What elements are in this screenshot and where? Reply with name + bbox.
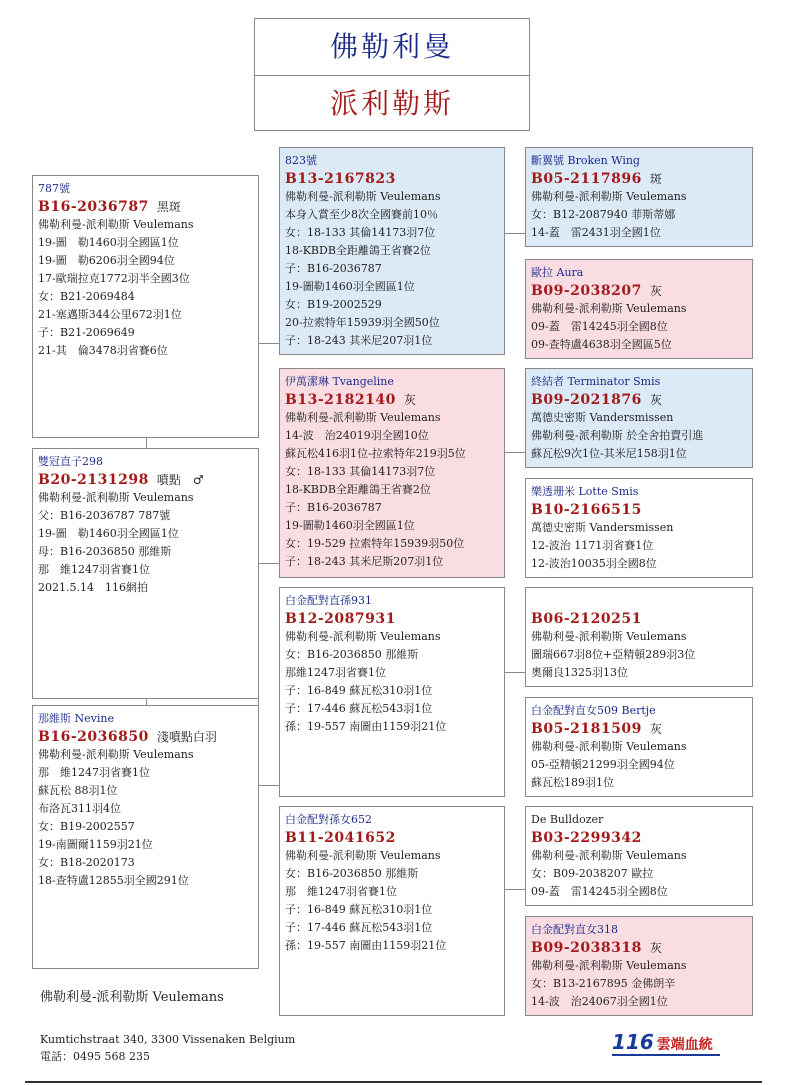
ring-number: B06-2120251 <box>531 611 642 627</box>
pedigree-notes: 佛勒利曼-派利勒斯 Veulemans 本身入賞至少8次全國賽前10％ 女：18-133 其倫14173羽7位 18-KBDB全距離鴿王省賽2位 子：B16-2036787 19-圖勒1460羽全國區1位 女：B19-2002529 20-拉索特年15939羽全國50位 子：18-243 其米尼207羽1位 <box>285 190 441 347</box>
ring-number: B11-2041652 <box>285 830 396 846</box>
ring-number: B03-2299342 <box>531 830 642 846</box>
pigeon-name: 雙冠直子298 <box>38 455 103 468</box>
pigeon-card-bertje <box>525 697 753 797</box>
title-line-2: 派利勒斯 <box>329 87 454 120</box>
pigeon-card-bulldozer <box>525 806 753 906</box>
pedigree-title <box>254 18 530 131</box>
ring-number: B05-2117896 斑 <box>531 171 662 187</box>
pigeon-name: 白金配對直女509 Bertje <box>531 704 656 717</box>
pedigree-notes: 佛勒利曼-派利勒斯 Veulemans 19-圖 勒1460羽全國區1位 19-圖 勒6206羽全國94位 17-歐瑞拉克1772羽半全國3位 女：B21-2069484 21-塞邁斯344公里672羽1位 子：B21-2069649 21-其 倫3478羽省賽6位 <box>38 218 194 357</box>
contact-info <box>40 1031 295 1065</box>
pedigree-notes: 佛勒利曼-派利勒斯 Veulemans 那 維1247羽省賽1位 蘇瓦松 88羽1位 布洛瓦311羽4位 女：B19-2002557 19-南圖爾1159羽21位 女：B18-2020173 18-查特盧12855羽全國291位 <box>38 748 194 887</box>
pedigree-notes: 佛勒利曼-派利勒斯 Veulemans 女：B16-2036850 那維斯 那維1247羽省賽1位 子：16-849 蘇瓦松310羽1位 子：17-446 蘇瓦松543羽1位 孫：19-557 南圖由1159羽21位 <box>285 630 447 733</box>
pigeon-name: 伊萬潔琳 Tvangeline <box>285 375 394 388</box>
address: Kumtichstraat 340, 3300 Vissenaken Belgium <box>40 1033 296 1046</box>
pigeon-name: 823號 <box>285 154 317 167</box>
pedigree-notes: 萬德史密斯 Vandersmissen 佛勒利曼-派利勒斯 於全舍拍賣引進 蘇瓦松9次1位-其米尼158羽1位 <box>531 411 704 460</box>
connector <box>504 452 526 453</box>
pigeon-card-terminator <box>525 368 753 468</box>
pedigree-notes: 佛勒利曼-派利勒斯 Veulemans 父：B16-2036787 787號 19-圖 勒1460羽全國區1位 母：B16-2036850 那維斯 那 維1247羽省賽1位 2021.5.14 116網拍 <box>38 491 194 594</box>
logo-text: 雲端血統 <box>656 1037 713 1053</box>
site-logo <box>612 1030 722 1058</box>
phone: 電話：0495 568 235 <box>40 1050 150 1063</box>
pigeon-card-652 <box>279 806 505 1016</box>
logo-underline <box>612 1054 720 1056</box>
pigeon-name: 歐拉 Aura <box>531 266 584 279</box>
pedigree-notes: 佛勒利曼-派利勒斯 Veulemans 09-蓋 雷14245羽全國8位 09-查特盧4638羽全國區5位 <box>531 302 687 351</box>
pigeon-card-broken-wing <box>525 147 753 247</box>
pedigree-notes: 佛勒利曼-派利勒斯 Veulemans 圖瑞667羽8位+亞精頓289羽3位 奧爾良1325羽13位 <box>531 630 696 679</box>
pigeon-card-subject <box>32 448 259 699</box>
pigeon-card-lotte <box>525 478 753 578</box>
connector <box>258 563 280 564</box>
owner-name: 佛勒利曼-派利勒斯 Veulemans <box>40 990 224 1005</box>
pigeon-name: De Bulldozer <box>531 813 604 826</box>
pigeon-name: 終結者 Terminator Smis <box>531 375 661 388</box>
connector <box>504 233 526 234</box>
pigeon-card-251 <box>525 587 753 687</box>
pigeon-name: 斷翼號 Broken Wing <box>531 154 640 167</box>
pigeon-card-787 <box>32 175 259 438</box>
pedigree-notes: 佛勒利曼-派利勒斯 Veulemans 女：B12-2087940 菲斯蒂娜 14-蓋 雷2431羽全國1位 <box>531 190 687 239</box>
connector <box>258 343 280 344</box>
pedigree-notes: 佛勒利曼-派利勒斯 Veulemans 女：B16-2036850 那維斯 那 維1247羽省賽1位 子：16-849 蘇瓦松310羽1位 子：17-446 蘇瓦松543羽1位 孫：19-557 南圖由1159羽21位 <box>285 849 447 952</box>
pedigree-notes: 佛勒利曼-派利勒斯 Veulemans 14-波 治24019羽全國10位 蘇瓦松416羽1位-拉索特年219羽5位 女：18-133 其倫14173羽7位 18-KBDB全距離鴿王省賽2位 子：B16-2036787 19-圖勒1460羽全國區1位 女：19-529 拉索特年15939羽50位 子：18-243 其米尼斯207羽1位 <box>285 411 466 568</box>
pigeon-name: 白金配對直女318 <box>531 923 618 936</box>
ring-number: B10-2166515 <box>531 502 642 518</box>
pedigree-notes: 佛勒利曼-派利勒斯 Veulemans 05-亞精頓21299羽全國94位 蘇瓦松189羽1位 <box>531 740 687 789</box>
ring-number: B13-2182140 灰 <box>285 392 416 408</box>
pigeon-name: 787號 <box>38 182 70 195</box>
pigeon-card-aura <box>525 259 753 359</box>
pedigree-notes: 佛勒利曼-派利勒斯 Veulemans 女：B13-2167895 金佛朗辛 14-波 治24067羽全國1位 <box>531 959 687 1008</box>
ring-number: B12-2087931 <box>285 611 396 627</box>
title-line-1: 佛勒利曼 <box>255 19 529 76</box>
connector <box>258 785 280 786</box>
ring-number: B09-2038207 灰 <box>531 283 662 299</box>
ring-number: B05-2181509 灰 <box>531 721 662 737</box>
pigeon-card-tvangeline <box>279 368 505 578</box>
logo-number: 116 <box>612 1030 654 1054</box>
ring-number: B09-2021876 灰 <box>531 392 662 408</box>
pigeon-card-931 <box>279 587 505 797</box>
bottom-divider <box>25 1081 762 1083</box>
ring-number: B16-2036850 淺噴點白羽 <box>38 729 217 745</box>
ring-number: B20-2131298 噴點 ♂ <box>38 472 204 488</box>
ring-number: B13-2167823 <box>285 171 396 187</box>
pigeon-name: 白金配對直孫931 <box>285 594 372 607</box>
pigeon-name: 那維斯 Nevine <box>38 712 114 725</box>
pigeon-name: 白金配對孫女652 <box>285 813 372 826</box>
connector <box>504 672 526 673</box>
ring-number: B09-2038318 灰 <box>531 940 662 956</box>
pigeon-card-nevine <box>32 705 259 969</box>
pigeon-card-318 <box>525 916 753 1016</box>
pedigree-notes: 佛勒利曼-派利勒斯 Veulemans 女：B09-2038207 歐拉 09-蓋 雷14245羽全國8位 <box>531 849 687 898</box>
pedigree-notes: 萬德史密斯 Vandersmissen 12-波治 1171羽省賽1位 12-波治10035羽全國8位 <box>531 521 674 570</box>
pigeon-name: 樂透珊米 Lotte Smis <box>531 485 639 498</box>
ring-number: B16-2036787 黑斑 <box>38 199 181 215</box>
pigeon-card-823 <box>279 147 505 355</box>
connector <box>504 889 526 890</box>
